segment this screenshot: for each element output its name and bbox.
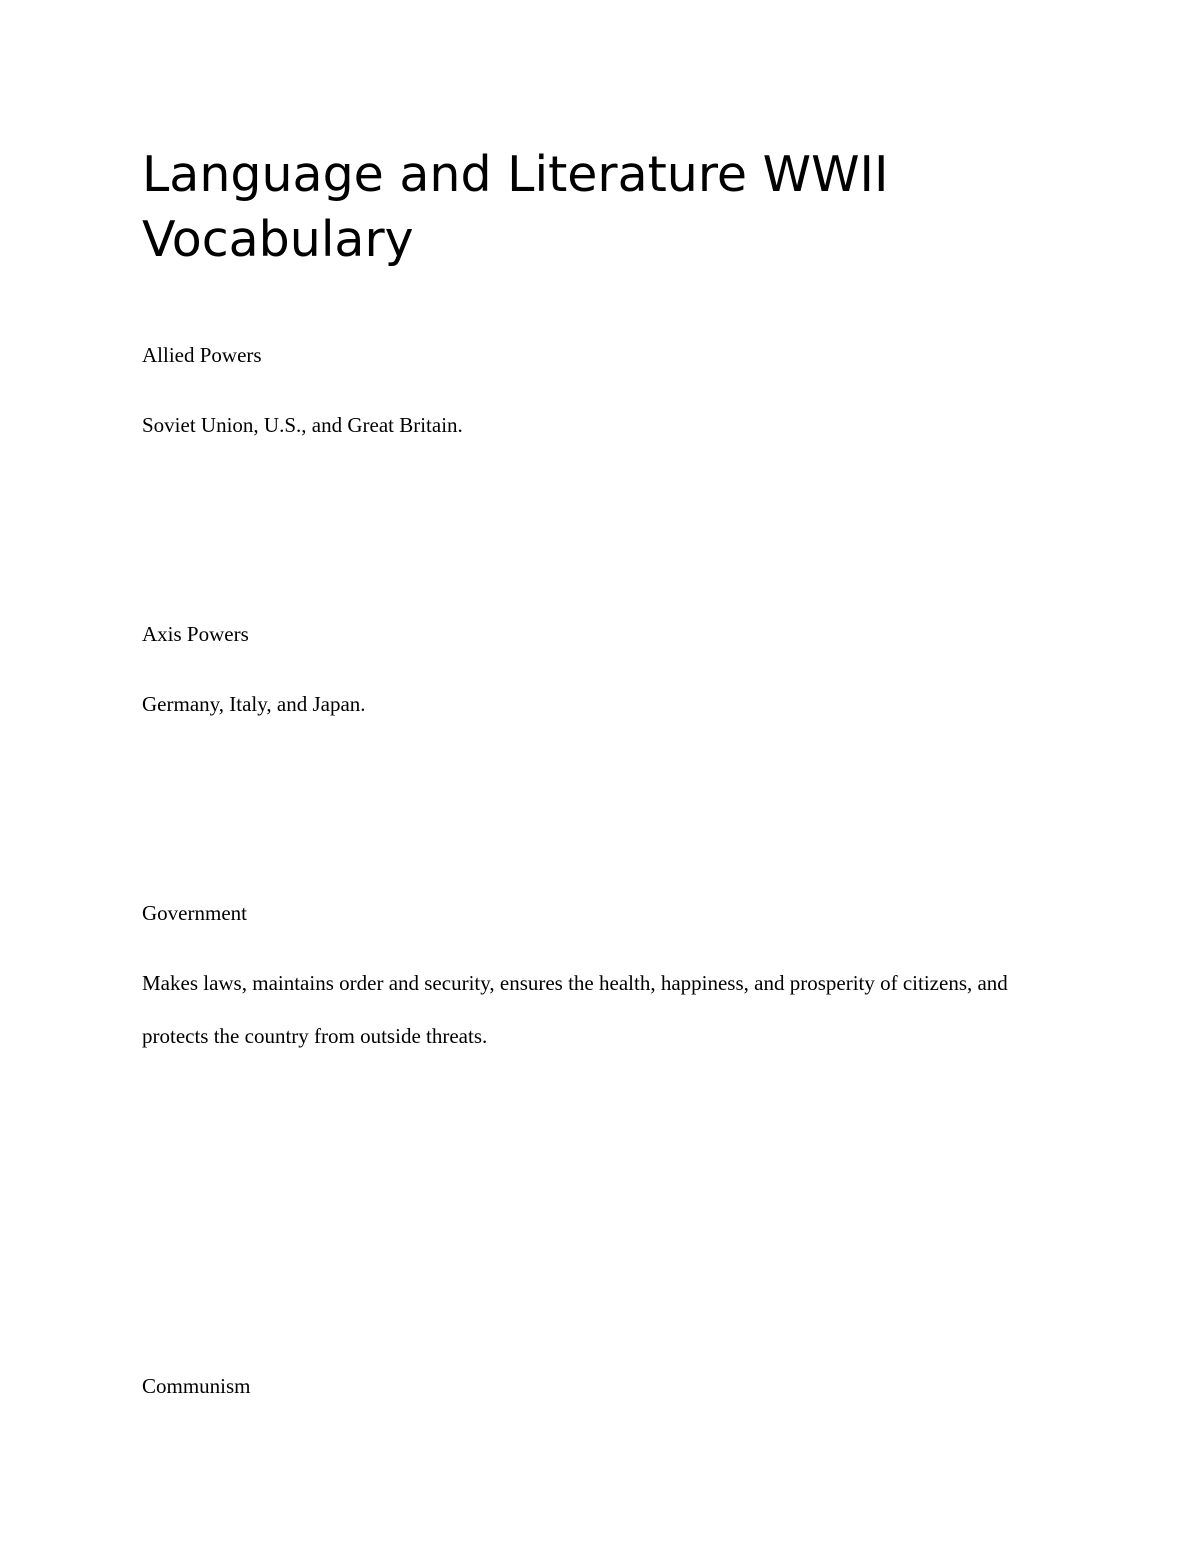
vocabulary-term: Axis Powers [142, 622, 249, 646]
vocabulary-entry [142, 899, 1042, 1063]
vocabulary-term: Communism [142, 1374, 251, 1398]
vocabulary-term: Allied Powers [142, 343, 262, 367]
vocabulary-entry [142, 341, 1042, 439]
vocabulary-entry [142, 620, 1042, 718]
document-title: Language and Literature WWII Vocabulary [142, 146, 889, 268]
vocabulary-definition: Makes laws, maintains order and security, ensures the health, happiness, and prosperity of citizens, and protects the country from outside threats. [142, 971, 1008, 1048]
vocabulary-term: Government [142, 901, 247, 925]
vocabulary-definition: Germany, Italy, and Japan. [142, 692, 366, 716]
vocabulary-definition: Soviet Union, U.S., and Great Britain. [142, 413, 463, 437]
vocabulary-entry [142, 1372, 1042, 1400]
